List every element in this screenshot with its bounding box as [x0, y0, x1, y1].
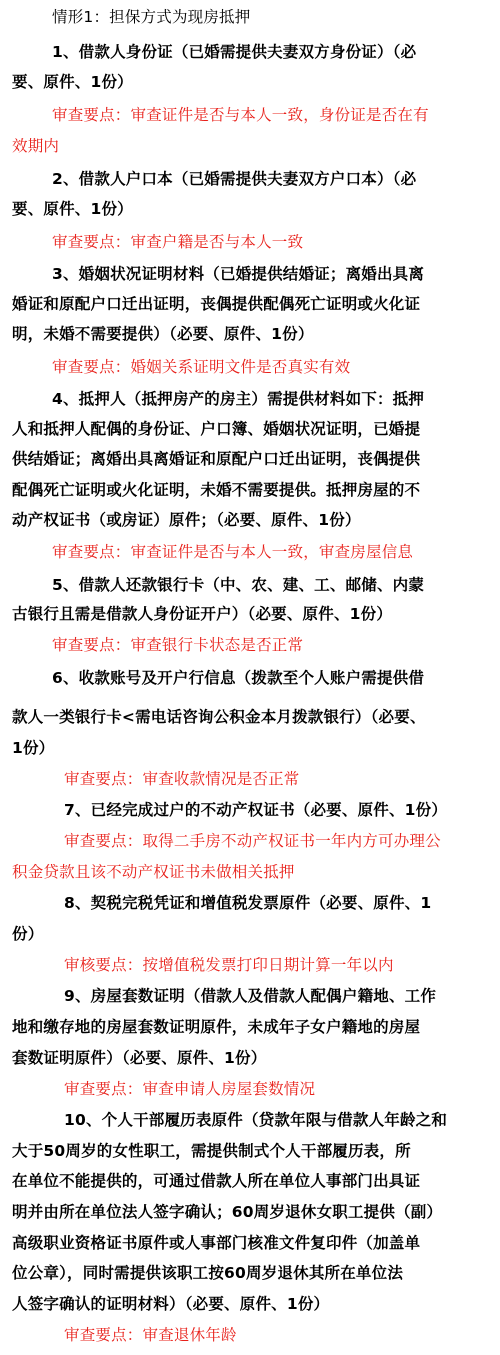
item-5-review-note: 审查要点：审查银行卡状态是否正常: [52, 636, 304, 654]
item-2-line-2: 要、原件、1份）: [12, 200, 133, 218]
item-8-line-2: 份）: [12, 925, 44, 943]
item-7-line-1: 7、已经完成过户的不动产权证书（必要、原件、1份）: [64, 801, 448, 819]
item-4-line-4: 配偶死亡证明或火化证明，未婚不需要提供。抵押房屋的不: [12, 481, 421, 499]
item-3-line-2: 婚证和原配户口迁出证明，丧偶提供配偶死亡证明或火化证: [12, 295, 421, 313]
item-6-review-note: 审查要点：审查收款情况是否正常: [64, 770, 300, 788]
item-1-line-1: 1、借款人身份证（已婚需提供夫妻双方身份证）（必: [52, 43, 417, 61]
item-10-line-5: 高级职业资格证书原件或人事部门核准文件复印件（加盖单: [12, 1234, 421, 1252]
item-9-line-2: 地和缴存地的房屋套数证明原件，未成年子女户籍地的房屋: [12, 1018, 421, 1036]
item-5-line-2: 古银行且需是借款人身份证开户）（必要、原件、1份）: [12, 605, 393, 623]
item-6-line-2: 款人一类银行卡<需电话咨询公积金本月拨款银行）（必要、: [12, 708, 426, 726]
item-1-review-note-1: 审查要点：审查证件是否与本人一致，身份证是否在有: [52, 106, 429, 124]
item-10-line-3: 在单位不能提供的，可通过借款人所在单位人事部门出具证: [12, 1172, 421, 1190]
item-1-line-2: 要、原件、1份）: [12, 73, 133, 91]
item-7-review-note-2: 积金贷款且该不动产权证书未做相关抵押: [12, 863, 295, 881]
item-9-line-1: 9、房屋套数证明（借款人及借款人配偶户籍地、工作: [64, 987, 437, 1005]
item-6-line-3: 1份）: [12, 739, 55, 757]
item-10-line-1: 10、个人干部履历表原件（贷款年限与借款人年龄之和: [64, 1111, 448, 1129]
item-10-review-note: 审查要点：审查退休年龄: [64, 1326, 237, 1344]
item-3-line-1: 3、婚姻状况证明材料（已婚提供结婚证；离婚出具离: [52, 265, 425, 283]
item-2-review-note: 审查要点：审查户籍是否与本人一致: [52, 233, 304, 251]
item-10-line-6: 位公章），同时需提供该职工按60周岁退休其所在单位法: [12, 1264, 404, 1282]
item-4-line-2: 人和抵押人配偶的身份证、户口簿、婚姻状况证明，已婚提: [12, 420, 421, 438]
item-9-line-3: 套数证明原件）（必要、原件、1份）: [12, 1049, 267, 1067]
item-8-review-note: 审核要点：按增值税发票打印日期计算一年以内: [64, 956, 394, 974]
section-heading: 情形1：担保方式为现房抵押: [52, 8, 251, 26]
item-10-line-7: 人签字确认的证明材料）（必要、原件、1份）: [12, 1295, 330, 1313]
item-8-line-1: 8、契税完税凭证和增值税发票原件（必要、原件、1: [64, 894, 432, 912]
item-4-line-5: 动产权证书（或房证）原件；（必要、原件、1份）: [12, 511, 361, 529]
item-4-line-3: 供结婚证；离婚出具离婚证和原配户口迁出证明，丧偶提供: [12, 450, 421, 468]
item-5-line-1: 5、借款人还款银行卡（中、农、建、工、邮储、内蒙: [52, 576, 425, 594]
item-2-line-1: 2、借款人户口本（已婚需提供夫妻双方户口本）（必: [52, 170, 417, 188]
item-4-review-note: 审查要点：审查证件是否与本人一致，审查房屋信息: [52, 543, 414, 561]
item-7-review-note-1: 审查要点：取得二手房不动产权证书一年内方可办理公: [64, 832, 441, 850]
item-6-line-1: 6、收款账号及开户行信息（拨款至个人账户需提供借: [52, 669, 425, 687]
item-3-review-note: 审查要点：婚姻关系证明文件是否真实有效: [52, 358, 351, 376]
item-1-review-note-2: 效期内: [12, 137, 60, 155]
item-3-line-3: 明，未婚不需要提供）（必要、原件、1份）: [12, 325, 314, 343]
item-10-line-4: 明并由所在单位法人签字确认；60周岁退休女职工提供（副）: [12, 1203, 443, 1221]
item-10-line-2: 大于50周岁的女性职工，需提供制式个人干部履历表，所: [12, 1142, 411, 1160]
item-9-review-note: 审查要点：审查申请人房屋套数情况: [64, 1080, 316, 1098]
item-4-line-1: 4、抵押人（抵押房产的房主）需提供材料如下：抵押: [52, 390, 425, 408]
